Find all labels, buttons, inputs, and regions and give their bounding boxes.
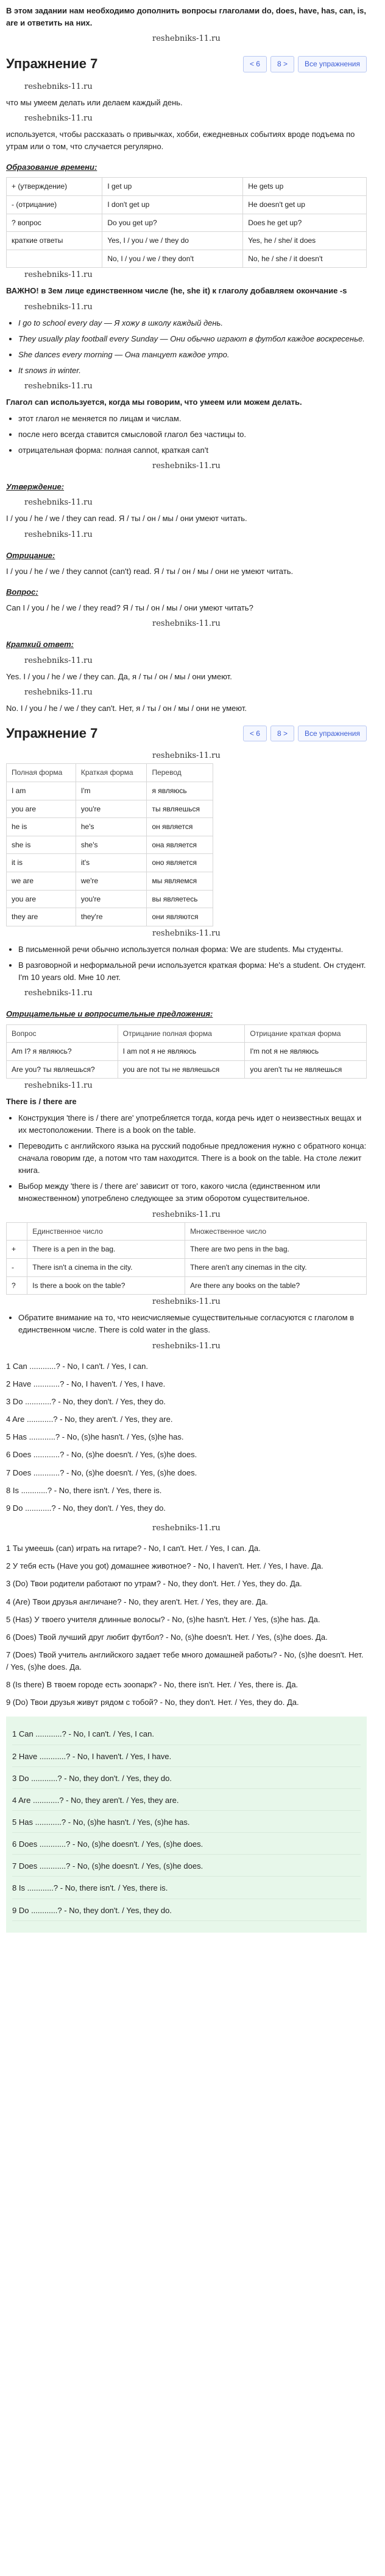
table-row [7, 1241, 367, 1259]
there-heading: There is / there are [6, 1097, 77, 1107]
translation-item: 3 (Do) Твои родители работают по утрам? - No, they don't. Нет. / Yes, they do. Да. [6, 1579, 302, 1589]
table-cell: they're [76, 908, 147, 926]
translation-item: 9 (Do) Твои друзья живут рядом с тобой? - No, they don't. Нет. / Yes, they do. Да. [6, 1698, 299, 1707]
answers-list [6, 1360, 367, 1514]
watermark: reshebniks-11.ru [24, 382, 93, 391]
to-be-negative-table [6, 1024, 367, 1079]
table-cell: There isn't a cinema in the city. [27, 1258, 185, 1276]
translation-item: 4 (Are) Твои друзья англичане? - No, they aren't. Нет. / Yes, they are. Да. [6, 1597, 268, 1606]
table-cell: I am not я не являюсь [118, 1043, 245, 1061]
intro-text: В этом задании нам необходимо дополнить вопросы глаголами do, does, have, has, can, is, are и ответить на них. [6, 6, 366, 28]
answer-item: 4 Are ............? - No, they aren't. / Yes, they are. [12, 1794, 361, 1811]
table-cell: Am I? я являюсь? [7, 1043, 118, 1061]
answer-item: 2 Have ............? - No, I haven't. / Yes, I have. [6, 1379, 166, 1388]
table-cell: - [7, 1258, 27, 1276]
table-cell: он является [147, 818, 213, 836]
table-cell: she is [7, 836, 76, 854]
table-cell: you aren't ты не являешься [245, 1060, 367, 1079]
formation-heading: Образование времени: [6, 163, 97, 172]
column-header: Краткая форма [76, 764, 147, 782]
table-row [7, 250, 367, 268]
answer-item: 6 Does ............? - No, (s)he doesn't. / Yes, (s)he does. [12, 1838, 361, 1855]
table-row [7, 836, 213, 854]
watermark: reshebniks-11.ru [24, 302, 93, 312]
be-notes [6, 943, 367, 984]
column-header: Полная форма [7, 764, 76, 782]
rule-item: • этот глагол не меняется по лицам и числам. [18, 413, 367, 425]
table-cell: I don't get up [102, 195, 243, 214]
all-exercises-button[interactable]: Все упражнения [298, 726, 367, 742]
table-cell: you are [7, 890, 76, 908]
table-row [7, 818, 213, 836]
watermark: reshebniks-11.ru [24, 1081, 93, 1091]
table-cell: они являются [147, 908, 213, 926]
to-be-table [6, 763, 213, 926]
table-cell: Do you get up? [102, 214, 243, 232]
table-row [7, 195, 367, 214]
table-cell: оно является [147, 854, 213, 872]
column-header: Вопрос [7, 1024, 118, 1043]
can-rules [6, 413, 367, 457]
answer-item: 1 Can ............? - No, I can't. / Yes, I can. [6, 1361, 148, 1371]
watermark: reshebniks-11.ru [152, 1209, 221, 1219]
table-cell: we are [7, 872, 76, 890]
column-header: Отрицание полная форма [118, 1024, 245, 1043]
table-cell: ? [7, 1276, 27, 1295]
table-cell: it's [76, 854, 147, 872]
example-item: • It snows in winter. [18, 365, 367, 377]
short-answer-no: No. I / you / he / we / they can't. Нет, я / ты / он / мы / они не умеют. [6, 703, 247, 713]
table-cell: they are [7, 908, 76, 926]
exercise-nav [243, 56, 367, 72]
answers-summary-box [6, 1717, 367, 1932]
watermark: reshebniks-11.ru [152, 928, 221, 938]
column-header: Единственное число [27, 1222, 185, 1241]
green-answers-list [12, 1728, 361, 1920]
examples-list [6, 317, 367, 377]
table-cell: она является [147, 836, 213, 854]
next-exercise-button[interactable]: 8 > [270, 726, 294, 742]
note-item: • В письменной речи обычно используется полная форма: We are students. Мы студенты. [18, 943, 367, 956]
translation-item: 5 (Has) У твоего учителя длинные волосы? - No, (s)he hasn't. Нет. / Yes, (s)he has. Да. [6, 1614, 320, 1624]
table-cell: you are [7, 800, 76, 818]
note-item: • Выбор между 'there is / there are' зависит от того, какого числа (единственном или множественном) употреблено следующее за этим оборотом существительное. [18, 1180, 367, 1205]
short-answer-heading: Краткий ответ: [6, 640, 74, 649]
table-row [7, 854, 213, 872]
translation-item: 1 Ты умеешь (can) играть на гитаре? - No, I can't. Нет. / Yes, I can. Да. [6, 1544, 261, 1553]
example-item: • She dances every morning — Она танцует каждое утро. [18, 349, 367, 361]
exercise-title: Упражнение 7 [6, 56, 98, 72]
negative-heading: Отрицание: [6, 550, 55, 560]
table-cell: I'm not я не являюсь [245, 1043, 367, 1061]
exercise-nav [243, 726, 367, 742]
important-note: ВАЖНО! в 3ем лице единственном числе (he, she it) к глаголу добавляем окончание -s [6, 286, 347, 296]
table-cell: - (отрицание) [7, 195, 102, 214]
answer-item: 1 Can ............? - No, I can't. / Yes, I can. [12, 1728, 361, 1745]
answer-item: 7 Does ............? - No, (s)he doesn't. / Yes, (s)he does. [6, 1468, 197, 1477]
table-row [7, 214, 367, 232]
table-cell: краткие ответы [7, 232, 102, 250]
answer-item: 4 Are ............? - No, they aren't. / Yes, they are. [6, 1415, 173, 1424]
paragraph: что мы умеем делать или делаем каждый день. [6, 97, 183, 107]
can-intro: Глагол can используется, когда мы говорим, что умеем или можем делать. [6, 397, 302, 407]
negative-text: I / you / he / we / they cannot (can't) read. Я / ты / он / мы / они не умеют читать. [6, 566, 294, 576]
translation-item: 8 (Is there) В твоем городе есть зоопарк? - No, there isn't. Нет. / Yes, there is. Да. [6, 1680, 298, 1690]
watermark: reshebniks-11.ru [152, 1523, 221, 1533]
present-simple-table [6, 177, 367, 268]
translation-item: 7 (Does) Твой учитель английского задает тебе много домашней работы? - No, (s)he doesn't. Нет. / Yes, (s)he does. Да. [6, 1650, 364, 1672]
table-row [7, 1043, 367, 1061]
table-cell: Are you? ты являешься? [7, 1060, 118, 1079]
table-cell: you're [76, 800, 147, 818]
there-notes [6, 1112, 367, 1205]
short-answer-yes: Yes. I / you / he / we / they can. Да, я / ты / он / мы / они умеют. [6, 671, 232, 681]
note-item: • Конструкция 'there is / there are' употребляется тогда, когда речь идет о неизвестных вещах и их местоположении. There is a book on the table. [18, 1112, 367, 1136]
table-row [7, 890, 213, 908]
answer-item: 9 Do ............? - No, they don't. / Yes, they do. [12, 1905, 361, 1921]
table-cell: I get up [102, 178, 243, 196]
table-cell: you are not ты не являешься [118, 1060, 245, 1079]
watermark: reshebniks-11.ru [152, 34, 221, 44]
table-cell: Yes, he / she/ it does [243, 232, 367, 250]
table-row [7, 178, 367, 196]
table-row [7, 232, 367, 250]
column-header: Перевод [147, 764, 213, 782]
table-cell: There is a pen in the bag. [27, 1241, 185, 1259]
exercise-title: Упражнение 7 [6, 726, 98, 741]
answer-item: 2 Have ............? - No, I haven't. / Yes, I have. [12, 1751, 361, 1767]
translation-item: 6 (Does) Твой лучший друг любит футбол? - No, (s)he doesn't. Нет. / Yes, (s)he does. Да. [6, 1632, 328, 1642]
table-cell: There aren't any cinemas in the city. [185, 1258, 367, 1276]
exercise-header-2 [6, 723, 367, 744]
page [0, 5, 373, 1933]
watermark: reshebniks-11.ru [24, 656, 93, 665]
table-cell: No, I / you / we / they don't [102, 250, 243, 268]
table-cell: No, he / she / it doesn't [243, 250, 367, 268]
table-cell: я являюсь [147, 782, 213, 800]
watermark: reshebniks-11.ru [152, 1297, 221, 1307]
table-row [7, 800, 213, 818]
watermark: reshebniks-11.ru [152, 461, 221, 471]
column-header [7, 1222, 27, 1241]
table-cell: ты являешься [147, 800, 213, 818]
rule-item: • отрицательная форма: полная cannot, краткая can't [18, 444, 367, 457]
affirmative-text: I / you / he / we / they can read. Я / ты / он / мы / они умеют читать. [6, 514, 247, 523]
table-cell: He gets up [243, 178, 367, 196]
translation-item: 2 У тебя есть (Have you got) домашнее животное? - No, I haven't. Нет. / Yes, I have. Да. [6, 1561, 323, 1571]
translations-list [6, 1542, 367, 1709]
answer-item: 8 Is ............? - No, there isn't. / Yes, there is. [6, 1485, 162, 1495]
table-row [7, 908, 213, 926]
prev-exercise-button[interactable]: < 6 [243, 726, 267, 742]
answer-item: 7 Does ............? - No, (s)he doesn't. / Yes, (s)he does. [12, 1860, 361, 1877]
table-cell: I'm [76, 782, 147, 800]
table-cell: He doesn't get up [243, 195, 367, 214]
example-item: • They usually play football every Sunday — Они обычно играют в футбол каждое воскресенье. [18, 333, 367, 345]
answer-item: 5 Has ............? - No, (s)he hasn't. / Yes, (s)he has. [6, 1432, 184, 1442]
watermark: reshebniks-11.ru [152, 751, 221, 761]
answer-item: 5 Has ............? - No, (s)he hasn't. / Yes, (s)he has. [12, 1816, 361, 1833]
question-heading: Вопрос: [6, 587, 38, 597]
answer-item: 8 Is ............? - No, there isn't. / Yes, there is. [12, 1882, 361, 1899]
column-header: Множественное число [185, 1222, 367, 1241]
table-cell: we're [76, 872, 147, 890]
table-cell: she's [76, 836, 147, 854]
there-is-table [6, 1222, 367, 1295]
table-row [7, 1258, 367, 1276]
table-cell [7, 250, 102, 268]
table-cell: Are there any books on the table? [185, 1276, 367, 1295]
table-cell: he's [76, 818, 147, 836]
note-item: • Обратите внимание на то, что неисчисляемые существительные согласуются с глаголом в единственном числе. There is cold water in the glass. [18, 1312, 367, 1336]
watermark: reshebniks-11.ru [152, 1341, 221, 1351]
neg-question-heading: Отрицательные и вопросительные предложения: [6, 1009, 213, 1019]
answer-item: 3 Do ............? - No, they don't. / Yes, they do. [6, 1396, 166, 1406]
answer-item: 3 Do ............? - No, they don't. / Yes, they do. [12, 1773, 361, 1789]
watermark: reshebniks-11.ru [24, 270, 93, 280]
prev-exercise-button[interactable]: < 6 [243, 56, 267, 72]
table-cell: Is there a book on the table? [27, 1276, 185, 1295]
watermark: reshebniks-11.ru [24, 687, 93, 697]
table-cell: Does he get up? [243, 214, 367, 232]
note-item: • Переводить с английского языка на русский подобные предложения нужно с обратного конца: сначала говорим где, а потом что там находится. There is a book on the table. На столе лежит книга. [18, 1140, 367, 1177]
table-cell: ? вопрос [7, 214, 102, 232]
example-item: • I go to school every day — Я хожу в школу каждый день. [18, 317, 367, 329]
all-exercises-button[interactable]: Все упражнения [298, 56, 367, 72]
table-cell: + (утверждение) [7, 178, 102, 196]
table-cell: I am [7, 782, 76, 800]
watermark: reshebniks-11.ru [24, 113, 93, 123]
rule-item: • после него всегда ставится смысловой глагол без частицы to. [18, 429, 367, 441]
table-cell: he is [7, 818, 76, 836]
paragraph: используется, чтобы рассказать о привычках, хобби, ежедневных событиях вроде подъема по утрам или о том, что случается регулярно. [6, 129, 355, 152]
watermark: reshebniks-11.ru [24, 82, 93, 91]
table-cell: you're [76, 890, 147, 908]
watermark: reshebniks-11.ru [152, 619, 221, 629]
answer-item: 9 Do ............? - No, they don't. / Yes, they do. [6, 1503, 166, 1513]
exercise-header [6, 54, 367, 74]
uncountable-note [6, 1312, 367, 1336]
note-item: • В разговорной и неформальной речи используется краткая форма: He's a student. Он студент. I'm 10 years old. Мне 10 лет. [18, 959, 367, 984]
table-row [7, 1276, 367, 1295]
table-row [7, 782, 213, 800]
table-row [7, 872, 213, 890]
table-cell: it is [7, 854, 76, 872]
table-cell: There are two pens in the bag. [185, 1241, 367, 1259]
watermark: reshebniks-11.ru [24, 989, 93, 998]
table-cell: Yes, I / you / we / they do [102, 232, 243, 250]
watermark: reshebniks-11.ru [24, 530, 93, 539]
watermark: reshebniks-11.ru [24, 498, 93, 508]
table-cell: + [7, 1241, 27, 1259]
table-cell: вы являетесь [147, 890, 213, 908]
table-cell: мы являемся [147, 872, 213, 890]
column-header: Отрицание краткая форма [245, 1024, 367, 1043]
answer-item: 6 Does ............? - No, (s)he doesn't. / Yes, (s)he does. [6, 1450, 197, 1460]
table-row [7, 1060, 367, 1079]
affirmative-heading: Утверждение: [6, 482, 65, 492]
question-text: Can I / you / he / we / they read? Я / ты / он / мы / они умеют читать? [6, 603, 253, 613]
next-exercise-button[interactable]: 8 > [270, 56, 294, 72]
